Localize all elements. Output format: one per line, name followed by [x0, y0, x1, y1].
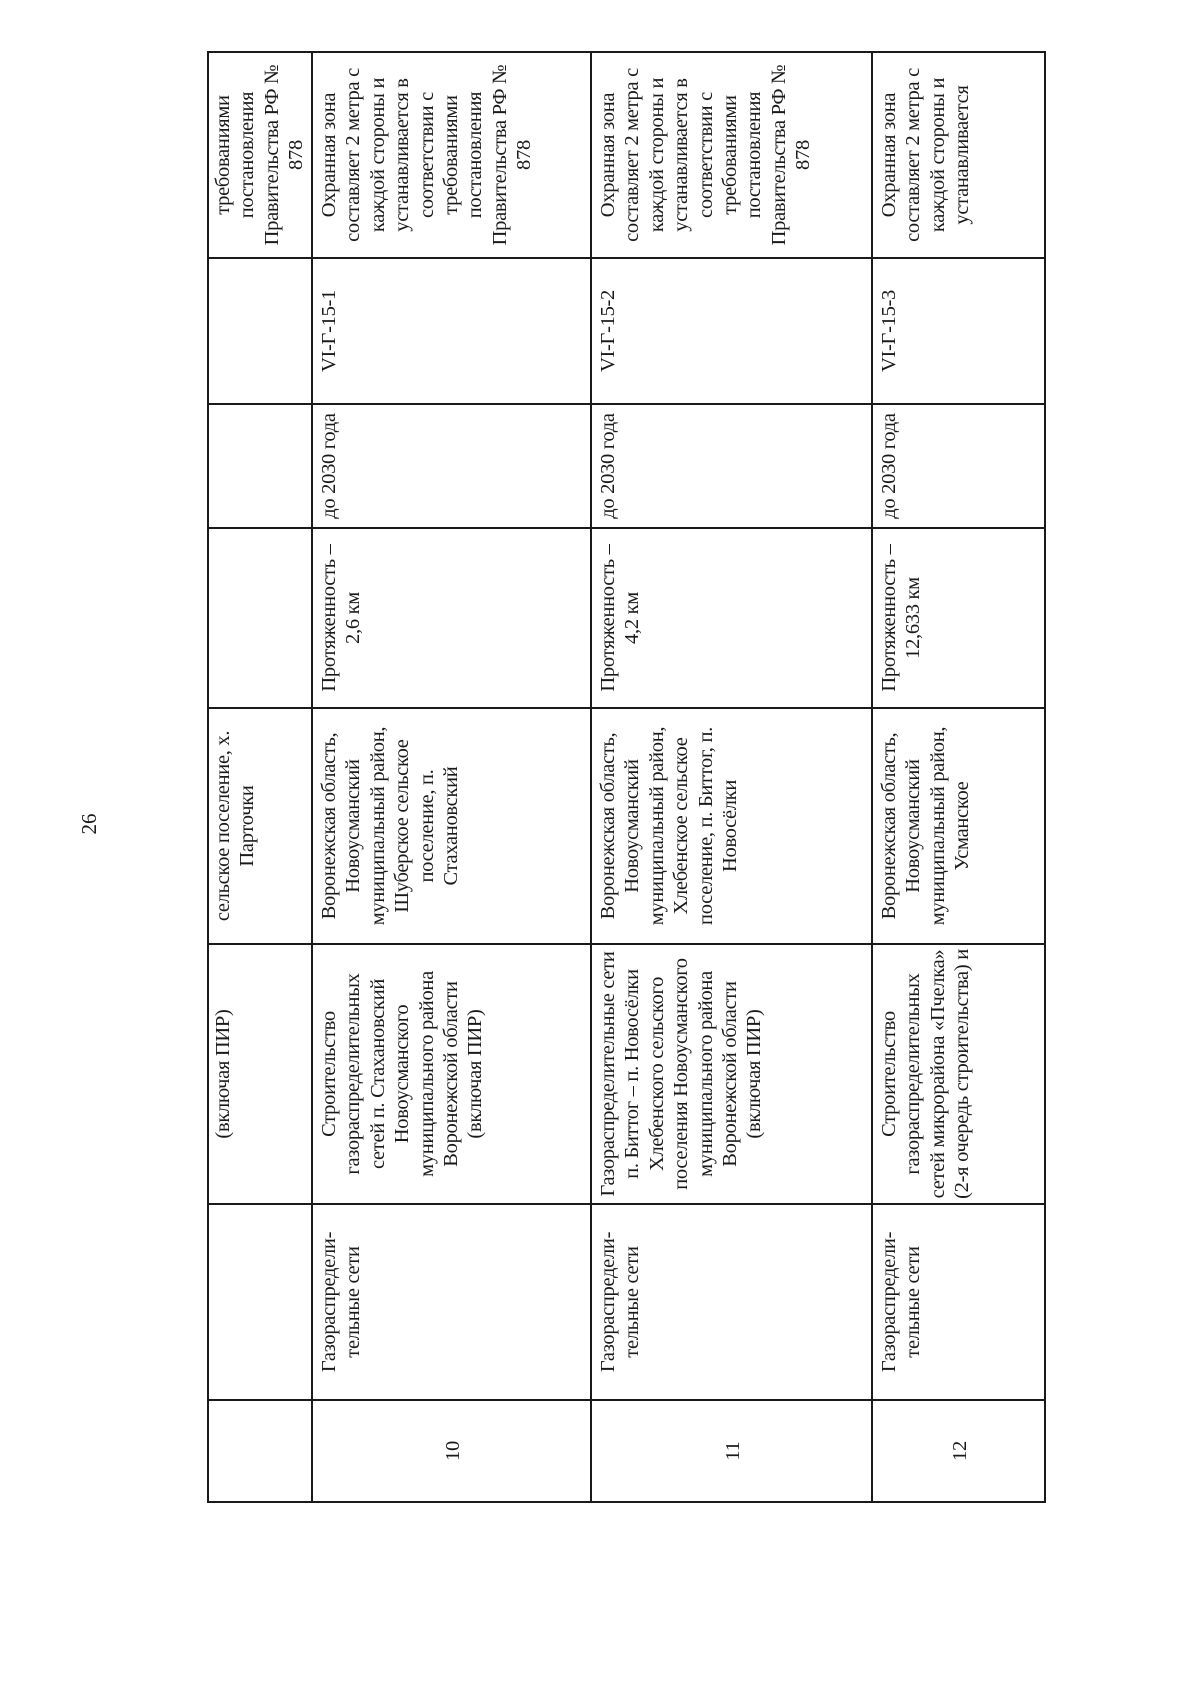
- object-parameters: [208, 528, 312, 708]
- row-number: 10: [312, 1400, 591, 1502]
- object-type: Газораспредели-тельные сети: [872, 1204, 1045, 1400]
- object-parameters: Протяженность – 2,6 км: [312, 528, 591, 708]
- object-code: VI-Г-15-1: [312, 258, 591, 404]
- object-zone: Охранная зона составляет 2 метра с каждой стороны и устанавливается в соответствии с требованиями постановления Правительства РФ № 878: [312, 52, 591, 258]
- object-name: (включая ПИР): [208, 944, 312, 1204]
- object-location: Воронежская область, Новоусманский муниципальный район, Хлебенское сельское поселение, п. Биттог, п. Новосёлки: [591, 708, 872, 944]
- object-zone: Охранная зона составляет 2 метра с каждой стороны и устанавливается в соответствии с требованиями постановления Правительства РФ № 878: [591, 52, 872, 258]
- object-location: Воронежская область, Новоусманский муниципальный район, Шуберское сельское поселение, п. Стахановский: [312, 708, 591, 944]
- object-type: Газораспредели-тельные сети: [591, 1204, 872, 1400]
- table-row: [208, 52, 312, 1502]
- row-number: 12: [872, 1400, 1045, 1502]
- object-name: Строительство газораспределительных сетей п. Стахановский Новоусманского муниципального района Воронежской области (включая ПИР): [312, 944, 591, 1204]
- object-code: [208, 258, 312, 404]
- object-zone: Охранная зона составляет 2 метра с каждой стороны и устанавливается: [872, 52, 1045, 258]
- object-parameters: Протяженность – 4,2 км: [591, 528, 872, 708]
- table-row: [312, 52, 591, 1502]
- table-row: [872, 52, 1045, 1502]
- object-parameters: Протяженность – 12,633 км: [872, 528, 1045, 708]
- object-code: VI-Г-15-2: [591, 258, 872, 404]
- object-location: сельское поселение, х. Парточки: [208, 708, 312, 944]
- row-number: [208, 1400, 312, 1502]
- object-location: Воронежская область, Новоусманский муниципальный район, Усманское: [872, 708, 1045, 944]
- objects-table: [207, 51, 1046, 1503]
- table-row: [591, 52, 872, 1502]
- rotated-table-container: [207, 53, 1022, 1503]
- object-term: до 2030 года: [591, 404, 872, 528]
- object-name: Газораспределительные сети п. Биттог – п. Новосёлки Хлебенского сельского поселения Новоусманского муниципального района Воронежской области (включая ПИР): [591, 944, 872, 1204]
- object-term: до 2030 года: [312, 404, 591, 528]
- object-code: VI-Г-15-3: [872, 258, 1045, 404]
- page-number: 26: [77, 813, 101, 835]
- object-term: до 2030 года: [872, 404, 1045, 528]
- object-type: Газораспредели-тельные сети: [312, 1204, 591, 1400]
- object-type: [208, 1204, 312, 1400]
- row-number: 11: [591, 1400, 872, 1502]
- object-term: [208, 404, 312, 528]
- object-zone: требованиями постановления Правительства РФ № 878: [208, 52, 312, 258]
- object-name: Строительство газораспределительных сетей микрорайона «Пчелка» (2-я очередь строительства) и: [872, 944, 1045, 1204]
